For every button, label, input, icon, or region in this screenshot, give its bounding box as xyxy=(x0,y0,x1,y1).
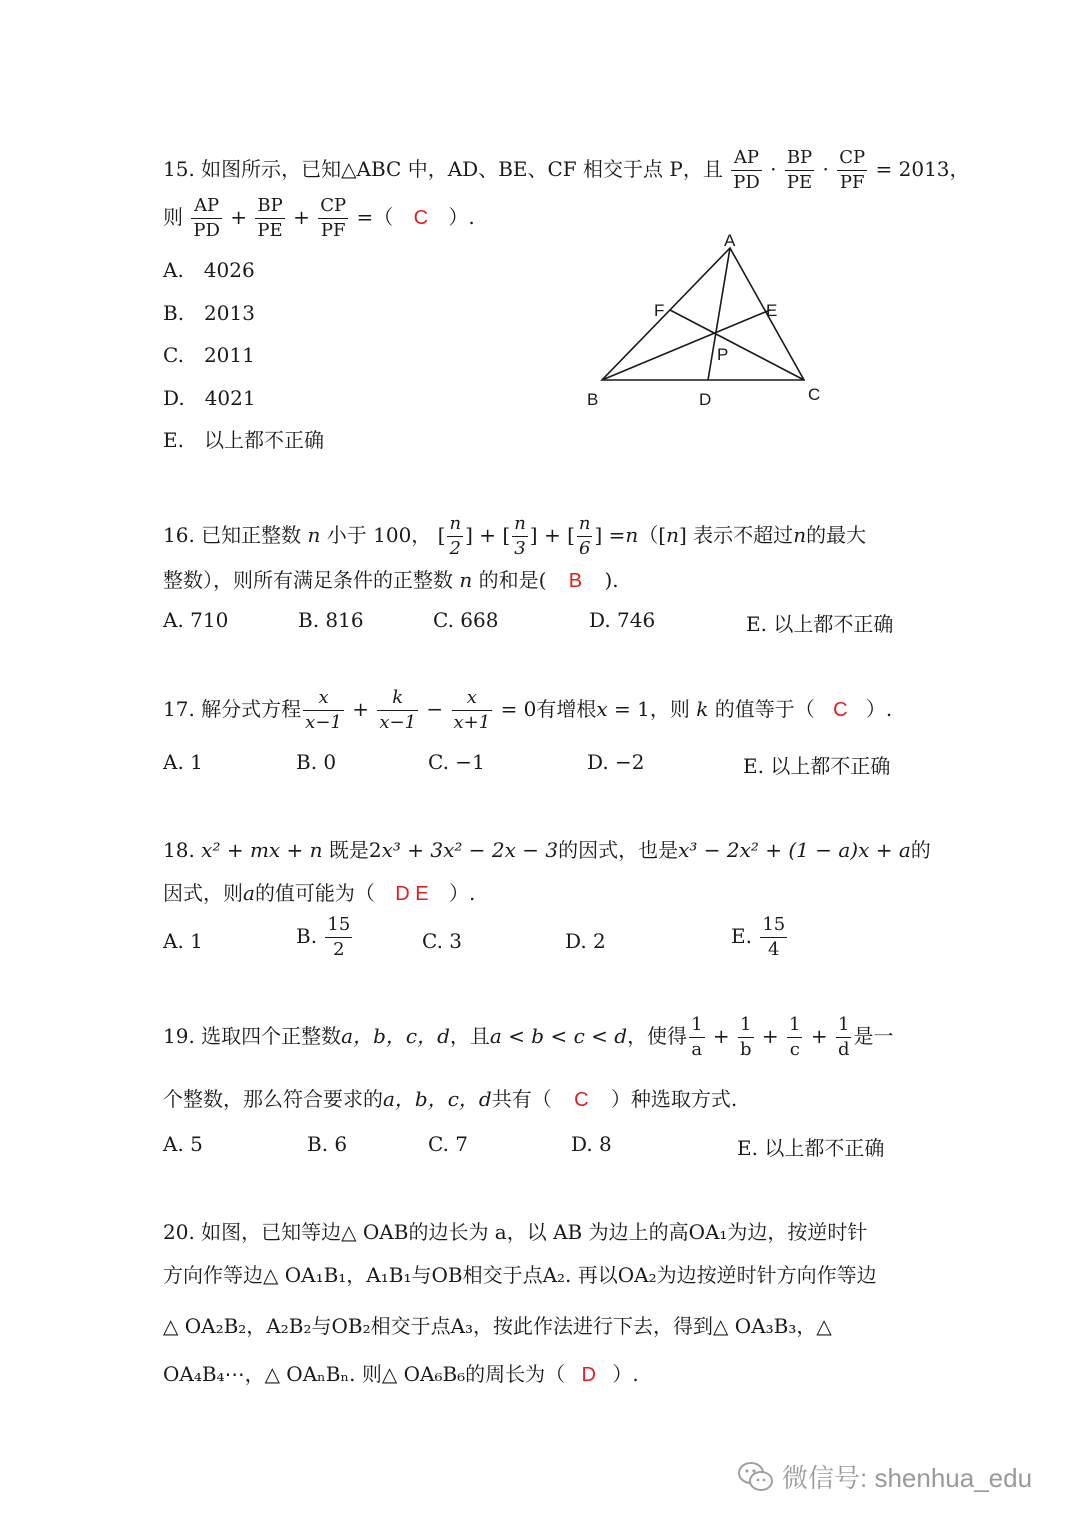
q15-sum-frac-1: $\frac{AP}{PD}$ xyxy=(193,195,220,241)
q15-stem: 15. 如图所示，已知△ABC 中，AD、BE、CF 相交于点 P，且 $\frac{AP}{PD}$ · $\frac{BP}{PE}$ · $\frac{CP}{PF}$ = 2013， xyxy=(163,147,970,193)
label-p: P xyxy=(717,345,729,364)
q19-option-e: E. 以上都不正确 xyxy=(737,1136,885,1160)
label-c: C xyxy=(808,385,821,404)
q16-stem: 16. 已知正整数 n 小于 100， [ $\frac{n}{2}$ ] + [ $\frac{n}{3}$ ] + [ $\frac{n}{6}$ ] =n（[n] 表示不超过n的最大 xyxy=(163,513,867,559)
q17-frac-3: $\frac{x}{x+1}$ xyxy=(453,687,491,733)
q16-frac-n-3: $\frac{n}{3}$ xyxy=(514,513,526,559)
label-a: A xyxy=(724,231,736,250)
q17-option-a: A. 1 xyxy=(163,750,203,774)
segment-be xyxy=(602,310,770,380)
q20-line3: △ OA₂B₂，A₂B₂与OB₂相交于点A₃，按此作法进行下去，得到△ OA₃B₃，△ xyxy=(163,1314,832,1338)
q15-option-c: C. 2011 xyxy=(163,343,255,367)
q15-option-a: A. 4026 xyxy=(163,258,255,282)
q20-line4: OA₄B₄⋯，△ OAₙBₙ. 则△ OA₆B₆的周长为（ D ）. xyxy=(163,1362,639,1386)
q19-option-b: B. 6 xyxy=(307,1132,348,1156)
q19-option-d: D. 8 xyxy=(571,1132,612,1156)
q16-option-b: B. 816 xyxy=(298,608,364,632)
q16-frac-n-2: $\frac{n}{2}$ xyxy=(449,513,462,559)
q16-option-a: A. 710 xyxy=(163,608,229,632)
q19-frac-b: $\frac{1}{b}$ xyxy=(740,1014,752,1060)
q16-option-d: D. 746 xyxy=(589,608,656,632)
q17-option-d: D. −2 xyxy=(587,750,645,774)
q18-answer: D E xyxy=(395,883,429,905)
q15-frac-bp-pe: $\frac{BP}{PE}$ xyxy=(786,147,813,193)
q20-answer: D xyxy=(581,1364,596,1386)
q17-option-e: E. 以上都不正确 xyxy=(743,754,891,778)
q16-frac-n-6: $\frac{n}{6}$ xyxy=(578,513,591,559)
q19-frac-c: $\frac{1}{c}$ xyxy=(789,1014,801,1060)
q18-line2: 因式，则a的值可能为（ D E ）. xyxy=(163,881,476,905)
q17-frac-2: $\frac{k}{x-1}$ xyxy=(379,687,417,733)
q18-option-e: E. $\frac{15}{4}$ xyxy=(731,914,786,960)
q18-option-b: B. $\frac{15}{2}$ xyxy=(296,914,351,960)
q17-option-c: C. −1 xyxy=(428,750,485,774)
q18-option-d: D. 2 xyxy=(565,929,606,953)
label-b: B xyxy=(587,390,599,409)
q17-answer: C xyxy=(833,699,848,721)
q19-option-c: C. 7 xyxy=(428,1132,469,1156)
q18-stem: 18. x² + mx + n 既是2x³ + 3x² − 2x − 3的因式，也是x³ − 2x² + (1 − a)x + a的 xyxy=(163,838,931,862)
q18-option-e-frac: $\frac{15}{4}$ xyxy=(762,914,786,960)
q19-option-a: A. 5 xyxy=(163,1132,203,1156)
wechat-icon xyxy=(736,1460,776,1494)
q18-option-c: C. 3 xyxy=(422,929,463,953)
q19-frac-a: $\frac{1}{a}$ xyxy=(691,1014,703,1060)
watermark-text: 微信号: shenhua_edu xyxy=(782,1463,1033,1493)
q16-line2: 整数），则所有满足条件的正整数 n 的和是( B ). xyxy=(163,568,619,592)
q19-frac-d: $\frac{1}{d}$ xyxy=(837,1014,850,1060)
q15-triangle-figure xyxy=(580,228,830,418)
q15-line2: 则 $\frac{AP}{PD}$ + $\frac{BP}{PE}$ + $\frac{CP}{PF}$ =（ C ）. xyxy=(163,195,475,241)
q15-frac-cp-pf: $\frac{CP}{PF}$ xyxy=(839,147,866,193)
label-f: F xyxy=(654,301,665,320)
q17-frac-1: $\frac{x}{x-1}$ xyxy=(305,687,342,733)
q15-sum-frac-3: $\frac{CP}{PF}$ xyxy=(320,195,347,241)
q17-stem: 17. 解分式方程 $\frac{x}{x-1}$ + $\frac{k}{x-1}$ − $\frac{x}{x+1}$ = 0有增根x = 1，则 k 的值等于（ C ）. xyxy=(163,687,893,733)
label-d: D xyxy=(699,390,712,409)
q15-stem-eq: = 2013， xyxy=(875,157,970,181)
q19-answer: C xyxy=(574,1089,589,1111)
q19-line2: 个整数，那么符合要求的a，b，c，d共有（ C ）种选取方式. xyxy=(163,1087,738,1111)
label-e: E xyxy=(766,301,778,320)
q15-sum-frac-2: $\frac{BP}{PE}$ xyxy=(257,195,283,241)
q19-stem: 19. 选取四个正整数a，b，c，d，且a < b < c < d，使得 $\frac{1}{a}$ + $\frac{1}{b}$ + $\frac{1}{c}$ + $\frac{1}{d}$ 是一 xyxy=(163,1014,894,1060)
q15-stem-prefix: 15. 如图所示，已知△ABC 中，AD、BE、CF 相交于点 P，且 xyxy=(163,157,723,181)
q15-option-d: D. 4021 xyxy=(163,386,256,410)
q16-option-e: E. 以上都不正确 xyxy=(746,612,894,636)
q16-answer: B xyxy=(568,570,583,592)
q15-frac-ap-pd: $\frac{AP}{PD}$ xyxy=(733,147,760,193)
q17-option-b: B. 0 xyxy=(296,750,337,774)
q15-answer: C xyxy=(413,207,429,229)
q15-option-e: E. 以上都不正确 xyxy=(163,428,324,452)
q16-option-c: C. 668 xyxy=(433,608,499,632)
q18-option-a: A. 1 xyxy=(163,929,203,953)
q20-line1: 20. 如图，已知等边△ OAB的边长为 a，以 AB 为边上的高OA₁为边，按逆时针 xyxy=(163,1220,868,1244)
watermark xyxy=(736,1458,1032,1495)
q18-option-b-frac: $\frac{15}{2}$ xyxy=(327,914,351,960)
q20-line2: 方向作等边△ OA₁B₁，A₁B₁与OB相交于点A₂. 再以OA₂为边按逆时针方向作等边 xyxy=(163,1263,877,1287)
q15-option-b: B. 2013 xyxy=(163,301,255,325)
